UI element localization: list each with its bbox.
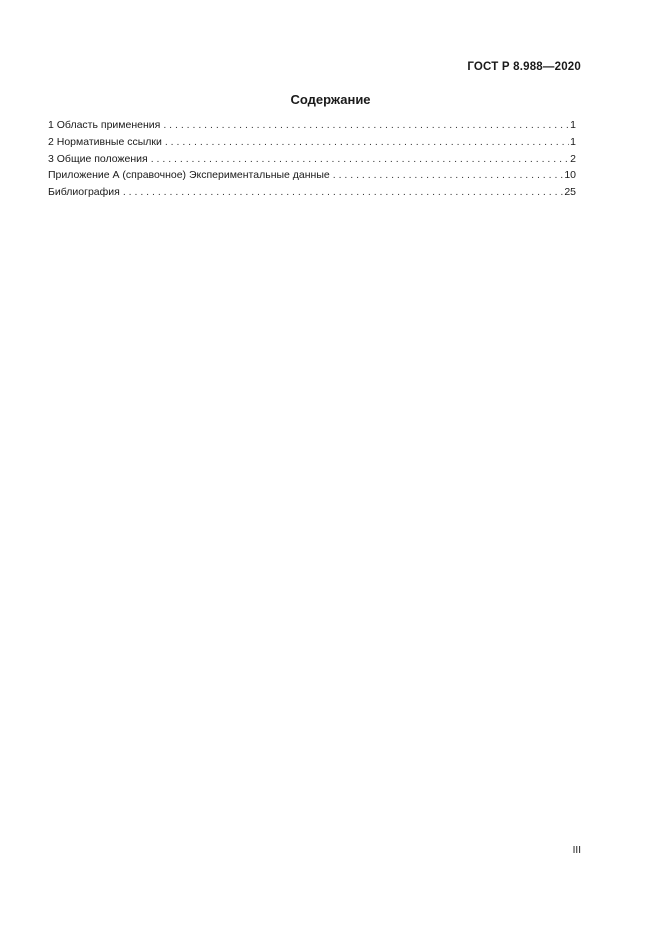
toc-entry-general-provisions[interactable] [48,153,576,170]
toc-entry-label: 2 Нормативные ссылки [48,135,162,148]
toc-entry-page: 1 [570,135,576,148]
table-of-contents [48,119,576,203]
toc-entry-scope[interactable] [48,119,576,136]
toc-entry-label: Библиография [48,186,120,199]
toc-entry-label: 3 Общие положения [48,152,148,165]
toc-entry-bibliography[interactable] [48,186,576,203]
toc-entry-label: Приложение А (справочное) Экспериментальные данные [48,169,330,182]
toc-entry-appendix-a[interactable] [48,169,576,186]
toc-entry-page: 2 [570,152,576,165]
toc-entry-page: 25 [564,186,576,199]
dot-leader [151,153,569,165]
dot-leader [163,119,569,131]
document-code: ГОСТ Р 8.988—2020 [467,61,581,73]
toc-title: Содержание [290,92,371,107]
toc-entry-page: 1 [570,119,576,131]
toc-entry-page: 10 [564,169,576,182]
dot-leader [123,186,563,198]
page-number: III [572,845,581,856]
toc-entry-label: 1 Область применения [48,119,161,131]
dot-leader [333,169,564,181]
dot-leader [165,136,569,148]
toc-entry-normative-references[interactable] [48,136,576,153]
